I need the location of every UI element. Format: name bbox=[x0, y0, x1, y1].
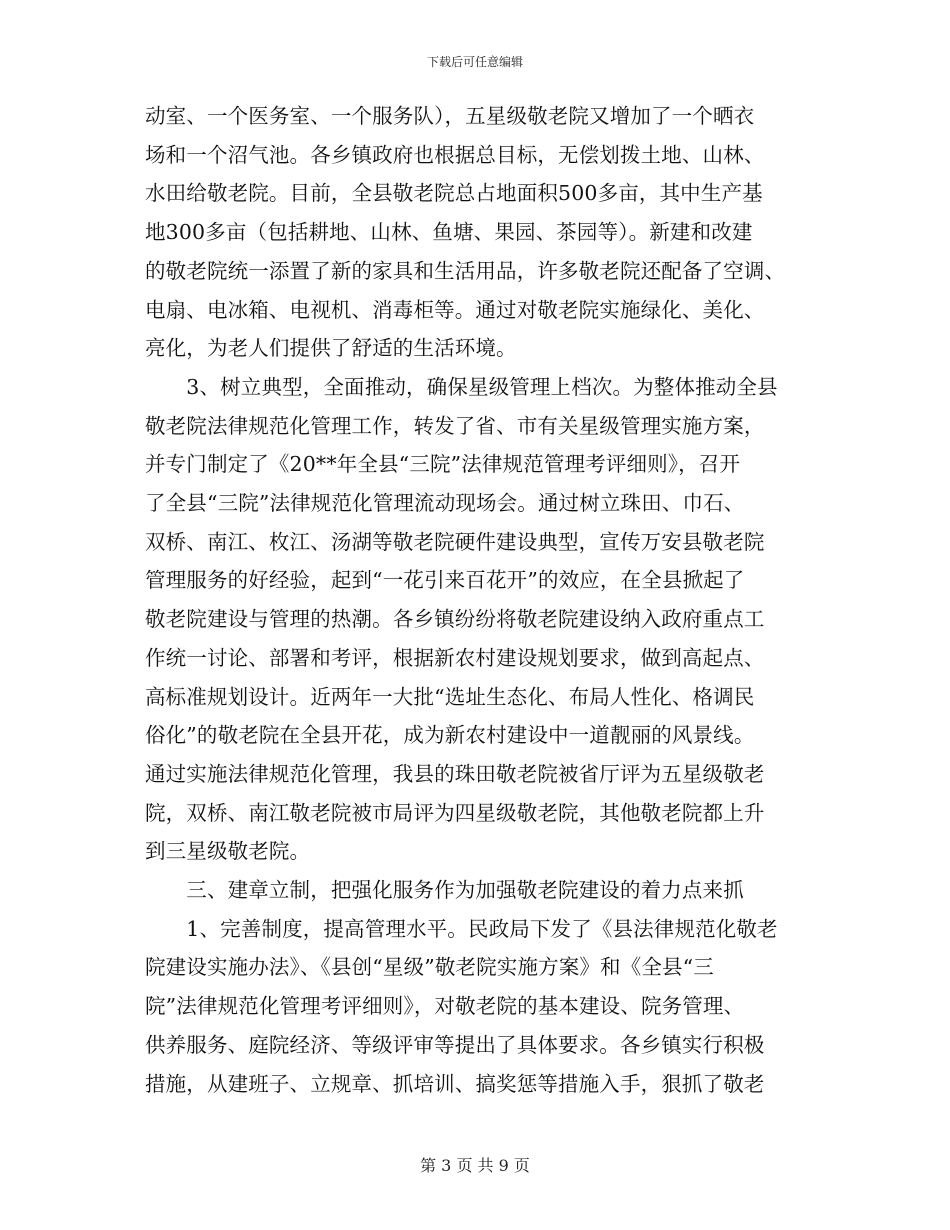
body-text-line: 院建设实施办法》、《县创“星级”敬老院实施方案》和《全县“三 bbox=[145, 955, 714, 980]
body-text-line: 到三星级敬老院。 bbox=[145, 839, 311, 864]
body-text-line: 的敬老院统一添置了新的家具和生活用品，许多敬老院还配备了空调、 bbox=[145, 258, 786, 283]
body-text-line: 3、树立典型，全面推动，确保星级管理上档次。为整体推动全县 bbox=[145, 374, 778, 399]
body-text-line: 场和一个沼气池。各乡镇政府也根据总目标，无偿划拨土地、山林、 bbox=[145, 142, 765, 167]
body-text-line: 敬老院法律规范化管理工作，转发了省、市有关星级管理实施方案， bbox=[145, 413, 765, 438]
body-text-line: 亮化，为老人们提供了舒适的生活环境。 bbox=[145, 336, 517, 361]
body-text-line: 作统一讨论、部署和考评，根据新农村建设规划要求，做到高起点、 bbox=[145, 645, 765, 670]
body-text-line: 通过实施法律规范化管理，我县的珠田敬老院被省厅评为五星级敬老 bbox=[145, 761, 765, 786]
body-text-line: 双桥、南江、枚江、汤湖等敬老院硬件建设典型，宣传万安县敬老院 bbox=[145, 529, 765, 554]
body-text-line: 电扇、电冰箱、电视机、消毒柜等。通过对敬老院实施绿化、美化、 bbox=[145, 297, 765, 322]
body-text-line: 地300多亩（包括耕地、山林、鱼塘、果园、茶园等）。新建和改建 bbox=[145, 220, 753, 245]
body-text-line: 三、建章立制，把强化服务作为加强敬老院建设的着力点来抓 bbox=[145, 878, 744, 902]
body-text-line: 俗化”的敬老院在全县开花，成为新农村建设中一道靓丽的风景线。 bbox=[145, 723, 755, 748]
body-text-line: 供养服务、庭院经济、等级评审等提出了具体要求。各乡镇实行积极 bbox=[145, 1032, 765, 1057]
page-header-note: 下载后可任意编辑 bbox=[426, 55, 523, 69]
body-text-line: 并专门制定了《20**年全县“三院”法律规范管理考评细则》，召开 bbox=[145, 452, 741, 477]
body-text-line: 高标准规划设计。近两年一大批“选址生态化、布局人性化、格调民 bbox=[145, 684, 755, 709]
body-text-line: 1、完善制度，提高管理水平。民政局下发了《县法律规范化敬老 bbox=[145, 916, 778, 941]
body-text-line: 敬老院建设与管理的热潮。各乡镇纷纷将敬老院建设纳入政府重点工 bbox=[145, 607, 765, 632]
body-text-line: 水田给敬老院。目前，全县敬老院总占地面积500多亩，其中生产基 bbox=[145, 181, 763, 206]
body-text-line: 了全县“三院”法律规范化管理流动现场会。通过树立珠田、巾石、 bbox=[145, 491, 745, 515]
body-text-line: 院，双桥、南江敬老院被市局评为四星级敬老院，其他敬老院都上升 bbox=[145, 800, 765, 825]
body-text-line: 管理服务的好经验，起到“一花引来百花开”的效应，在全县掀起了 bbox=[145, 568, 745, 593]
page-number: 第 3 页 共 9 页 bbox=[420, 1156, 530, 1175]
body-text-line: 院”法律规范化管理考评细则》，对敬老院的基本建设、院务管理、 bbox=[145, 994, 745, 1019]
body-text-line: 动室、一个医务室、一个服务队），五星级敬老院又增加了一个晒衣 bbox=[145, 104, 755, 128]
body-text-line: 措施，从建班子、立规章、抓培训、搞奖惩等措施入手，狠抓了敬老 bbox=[145, 1071, 765, 1096]
